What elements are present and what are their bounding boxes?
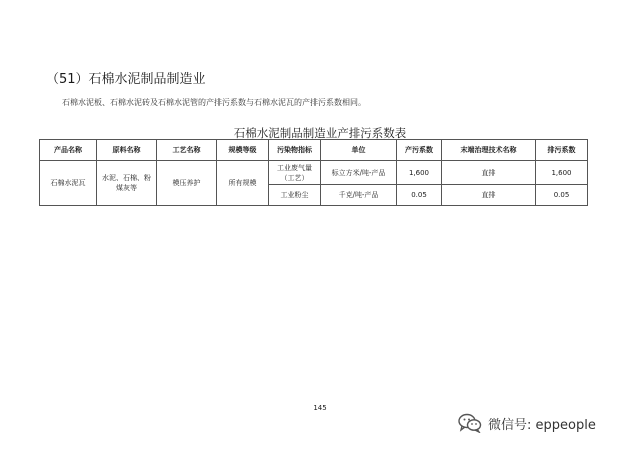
header-production: 产污系数 xyxy=(397,140,442,161)
table-row xyxy=(40,161,588,185)
cell-scale: 所有规模 xyxy=(217,161,269,206)
cell-production: 0.05 xyxy=(397,185,442,206)
header-treatment: 末端治理技术名称 xyxy=(442,140,536,161)
emission-coefficient-table xyxy=(39,139,588,206)
cell-pollutant: 工业废气量（工艺） xyxy=(269,161,321,185)
table-caption: 石棉水泥制品制造业产排污系数表 xyxy=(233,126,407,140)
cell-production: 1,600 xyxy=(397,161,442,185)
table-header-row xyxy=(40,140,588,161)
header-emission: 排污系数 xyxy=(536,140,588,161)
watermark-text: 微信号: eppeople xyxy=(488,417,596,433)
header-material: 原料名称 xyxy=(97,140,157,161)
header-product: 产品名称 xyxy=(40,140,97,161)
header-unit: 单位 xyxy=(321,140,397,161)
intro-paragraph: 石棉水泥板、石棉水泥砖及石棉水泥管的产排污系数与石棉水泥瓦的产排污系数相同。 xyxy=(62,98,366,107)
header-scale: 规模等级 xyxy=(217,140,269,161)
cell-unit: 标立方米/吨-产品 xyxy=(321,161,397,185)
header-process: 工艺名称 xyxy=(157,140,217,161)
watermark xyxy=(458,413,596,433)
page-number: 145 xyxy=(313,404,327,412)
cell-unit: 千克/吨-产品 xyxy=(321,185,397,206)
cell-process: 模压养护 xyxy=(157,161,217,206)
wechat-logo-icon xyxy=(458,413,482,433)
cell-emission: 1,600 xyxy=(536,161,588,185)
section-heading: （51）石棉水泥制品制造业 xyxy=(46,72,206,87)
cell-material: 水泥、石棉、粉煤灰等 xyxy=(97,161,157,206)
cell-treatment: 直排 xyxy=(442,185,536,206)
cell-treatment: 直排 xyxy=(442,161,536,185)
cell-emission: 0.05 xyxy=(536,185,588,206)
cell-pollutant: 工业粉尘 xyxy=(269,185,321,206)
cell-product: 石棉水泥瓦 xyxy=(40,161,97,206)
header-pollutant: 污染物指标 xyxy=(269,140,321,161)
